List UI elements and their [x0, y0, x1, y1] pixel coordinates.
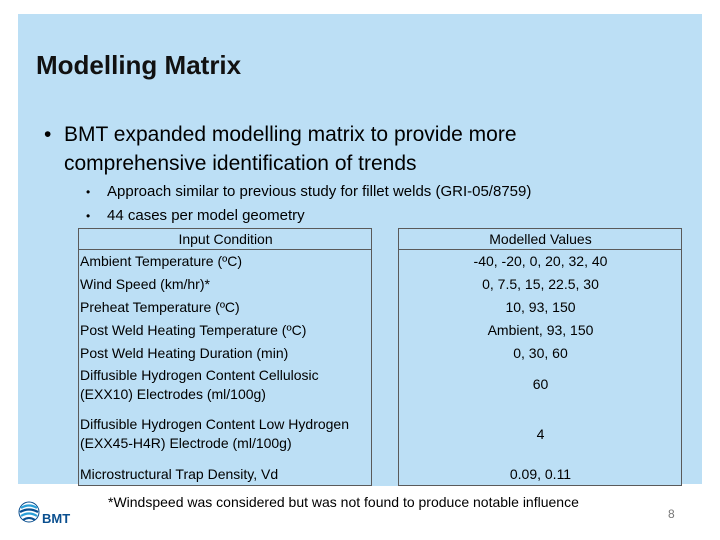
slide-title: Modelling Matrix [36, 50, 242, 80]
value-cell: 60 [398, 365, 681, 405]
column-gap [372, 405, 399, 464]
page-number: 8 [668, 507, 675, 521]
table-row [79, 464, 682, 486]
value-cell: 0.09, 0.11 [398, 464, 681, 486]
table-header-row [79, 229, 682, 250]
condition-cell: Preheat Temperature (ºC) [79, 296, 372, 319]
column-gap [372, 365, 399, 405]
logo-text: BMT [42, 511, 71, 526]
bullet-dot: • [44, 123, 52, 146]
column-gap [372, 464, 399, 486]
value-cell: -40, -20, 0, 20, 32, 40 [398, 250, 681, 273]
condition-cell: Microstructural Trap Density, Vd [79, 464, 372, 486]
table-row [79, 319, 682, 342]
column-gap [372, 319, 399, 342]
value-cell: 0, 7.5, 15, 22.5, 30 [398, 273, 681, 296]
header-input-condition: Input Condition [79, 229, 372, 250]
column-gap [372, 342, 399, 365]
main-bullet-text: BMT expanded modelling matrix to provide more comprehensive identification of trends [64, 123, 517, 175]
modelling-matrix-table [78, 228, 682, 486]
value-cell: Ambient, 93, 150 [398, 319, 681, 342]
column-gap [372, 229, 399, 250]
table-row [79, 296, 682, 319]
table-row [79, 405, 682, 464]
column-gap [372, 296, 399, 319]
column-gap [372, 273, 399, 296]
table-row [79, 273, 682, 296]
table-row [79, 342, 682, 365]
sub-bullet-dot: • [86, 185, 91, 199]
sub-bullet-dot: • [86, 209, 91, 223]
condition-cell: Wind Speed (km/hr)* [79, 273, 372, 296]
condition-cell: Diffusible Hydrogen Content Cellulosic (EXX10) Electrodes (ml/100g) [79, 365, 372, 405]
condition-cell: Post Weld Heating Duration (min) [79, 342, 372, 365]
condition-cell: Diffusible Hydrogen Content Low Hydrogen (EXX45-H4R) Electrode (ml/100g) [79, 405, 372, 464]
column-gap [372, 250, 399, 273]
sub-bullet-text: 44 cases per model geometry [107, 207, 305, 224]
condition-cell: Post Weld Heating Temperature (ºC) [79, 319, 372, 342]
table-row [79, 250, 682, 273]
value-cell: 4 [398, 405, 681, 464]
value-cell: 10, 93, 150 [398, 296, 681, 319]
value-cell: 0, 30, 60 [398, 342, 681, 365]
footnote: *Windspeed was considered but was not found to produce notable influence [108, 494, 579, 510]
sub-bullet-text: Approach similar to previous study for fillet welds (GRI-05/8759) [107, 183, 532, 200]
header-modelled-values: Modelled Values [398, 229, 681, 250]
condition-cell: Ambient Temperature (ºC) [79, 250, 372, 273]
table-row [79, 365, 682, 405]
